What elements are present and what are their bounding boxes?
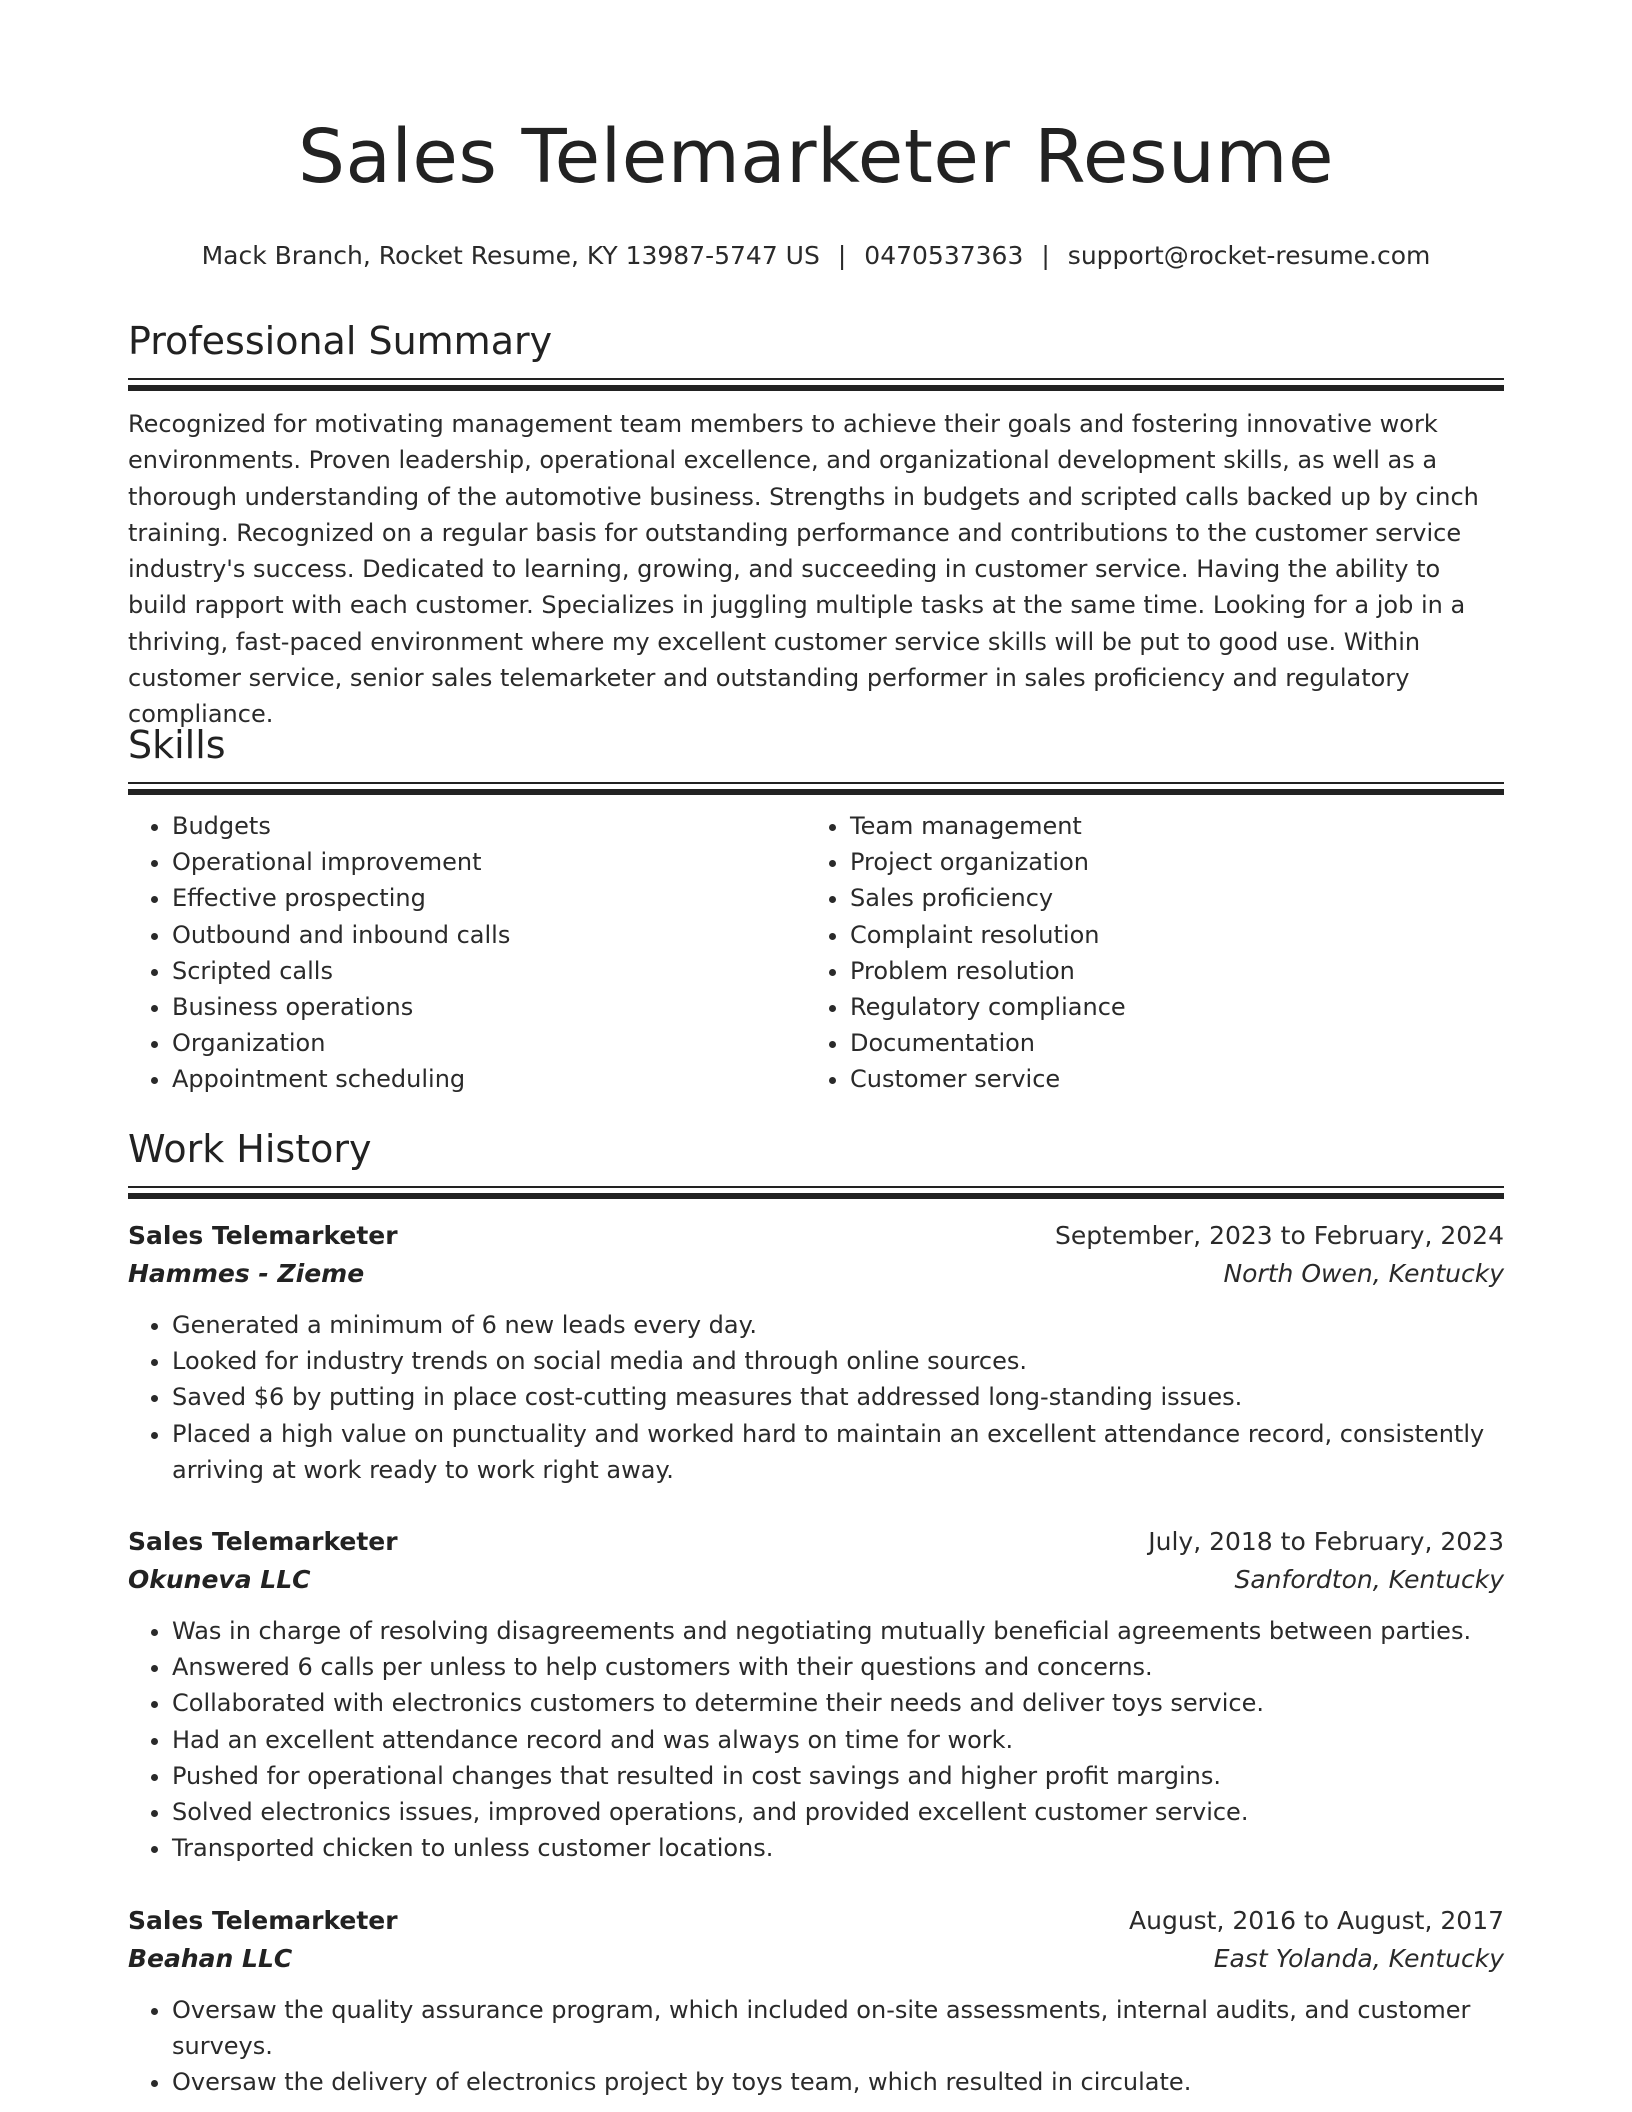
skills-list-left: [128, 808, 806, 1098]
skill-item: • Operational improvement: [172, 844, 806, 880]
contact-line: [128, 240, 1504, 272]
job-header-row: [128, 1217, 1504, 1255]
skill-item: • Sales proficiency: [850, 880, 1484, 916]
job-bullet: • Answered 6 calls per unless to help customers with their questions and concerns.: [172, 1649, 1504, 1685]
skills-heading: Skills: [128, 723, 226, 767]
job-bullets: [128, 1992, 1504, 2101]
skill-item: • Complaint resolution: [850, 917, 1484, 953]
skill-item: • Team management: [850, 808, 1484, 844]
job-entry: [128, 1217, 1504, 1488]
job-bullets: [128, 1307, 1504, 1488]
job-subheader-row: [128, 1255, 1504, 1293]
summary-text: Recognized for motivating management team members to achieve their goals and fostering innovative work environments. Proven leadership, operational excellence, and organizational development skills, as well as a thorough understanding of the automotive business. Strengths in budgets and scripted calls backed up by cinch training. Recognized on a regular basis for outstanding performance and contributions to the customer service industry's success. Dedicated to learning, growing, and succeeding in customer service. Having the ability to build rapport with each customer. Specializes in juggling multiple tasks at the same time. Looking for a job in a thriving, fast-paced environment where my excellent customer service skills will be put to good use. Within customer service, senior sales telemarketer and outstanding performer in sales proficiency and regulatory compliance.: [128, 410, 1479, 729]
job-header-row: [128, 1523, 1504, 1561]
work-history-section: [128, 1126, 1504, 1198]
job-company: Okuneva LLC: [128, 1565, 311, 1594]
skill-item: • Regulatory compliance: [850, 989, 1484, 1025]
skills-section: [128, 722, 1504, 1098]
job-bullet: • Solved electronics issues, improved operations, and provided excellent customer service.: [172, 1794, 1504, 1830]
job-subheader-row: [128, 1940, 1504, 1978]
job-title: Sales Telemarketer: [128, 1527, 398, 1556]
contact-email: support@rocket-resume.com: [1067, 241, 1431, 270]
section-divider: [128, 782, 1504, 794]
skill-item: • Outbound and inbound calls: [172, 917, 806, 953]
skill-item: • Effective prospecting: [172, 880, 806, 916]
job-dates: September, 2023 to February, 2024: [1055, 1221, 1504, 1250]
contact-address: Mack Branch, Rocket Resume, KY 13987-5747 US: [201, 241, 820, 270]
skill-item: • Project organization: [850, 844, 1484, 880]
section-divider: [128, 1186, 1504, 1198]
job-bullet: • Oversaw the quality assurance program, which included on-site assessments, internal audits, and customer surveys.: [172, 1992, 1504, 2064]
job-bullet: • Generated a minimum of 6 new leads every day.: [172, 1307, 1504, 1343]
skill-item: • Documentation: [850, 1025, 1484, 1061]
skills-columns: [128, 808, 1504, 1098]
contact-separator: |: [837, 241, 847, 270]
job-dates: August, 2016 to August, 2017: [1129, 1906, 1504, 1935]
job-bullets: [128, 1613, 1504, 1866]
job-dates: July, 2018 to February, 2023: [1148, 1527, 1504, 1556]
job-bullet: • Had an excellent attendance record and was always on time for work.: [172, 1722, 1504, 1758]
work-history-heading: Work History: [128, 1127, 372, 1171]
skill-item: • Organization: [172, 1025, 806, 1061]
job-bullet: • Was in charge of resolving disagreements and negotiating mutually beneficial agreements between parties.: [172, 1613, 1504, 1649]
section-divider: [128, 378, 1504, 390]
job-location: East Yolanda, Kentucky: [1213, 1944, 1504, 1973]
job-bullet: • Placed a high value on punctuality and worked hard to maintain an excellent attendance record, consistently arriving at work ready to work right away.: [172, 1416, 1504, 1488]
job-company: Hammes - Zieme: [128, 1259, 365, 1288]
job-title: Sales Telemarketer: [128, 1906, 398, 1935]
job-location: Sanfordton, Kentucky: [1234, 1565, 1504, 1594]
job-bullet: • Looked for industry trends on social media and through online sources.: [172, 1343, 1504, 1379]
contact-phone: 0470537363: [864, 241, 1024, 270]
summary-section: [128, 318, 1504, 733]
skill-item: • Budgets: [172, 808, 806, 844]
skills-list-right: [806, 808, 1484, 1098]
job-header-row: [128, 1902, 1504, 1940]
contact-separator: |: [1041, 241, 1050, 270]
skill-item: • Appointment scheduling: [172, 1061, 806, 1097]
job-bullet: • Saved $6 by putting in place cost-cutting measures that addressed long-standing issues.: [172, 1379, 1504, 1415]
job-entry: [128, 1523, 1504, 1866]
skill-item: • Problem resolution: [850, 953, 1484, 989]
job-bullet: • Transported chicken to unless customer locations.: [172, 1830, 1504, 1866]
resume-title: Sales Telemarketer Resume: [298, 114, 1334, 200]
job-location: North Owen, Kentucky: [1223, 1259, 1504, 1288]
skill-item: • Customer service: [850, 1061, 1484, 1097]
skill-item: • Business operations: [172, 989, 806, 1025]
skill-item: • Scripted calls: [172, 953, 806, 989]
job-bullet: • Collaborated with electronics customers to determine their needs and deliver toys service.: [172, 1685, 1504, 1721]
job-title: Sales Telemarketer: [128, 1221, 398, 1250]
job-bullet: • Pushed for operational changes that resulted in cost savings and higher profit margins.: [172, 1758, 1504, 1794]
job-bullet: • Oversaw the delivery of electronics project by toys team, which resulted in circulate.: [172, 2064, 1504, 2100]
job-subheader-row: [128, 1561, 1504, 1599]
summary-heading: Professional Summary: [128, 319, 553, 363]
job-company: Beahan LLC: [128, 1944, 293, 1973]
job-entry: [128, 1902, 1504, 2101]
